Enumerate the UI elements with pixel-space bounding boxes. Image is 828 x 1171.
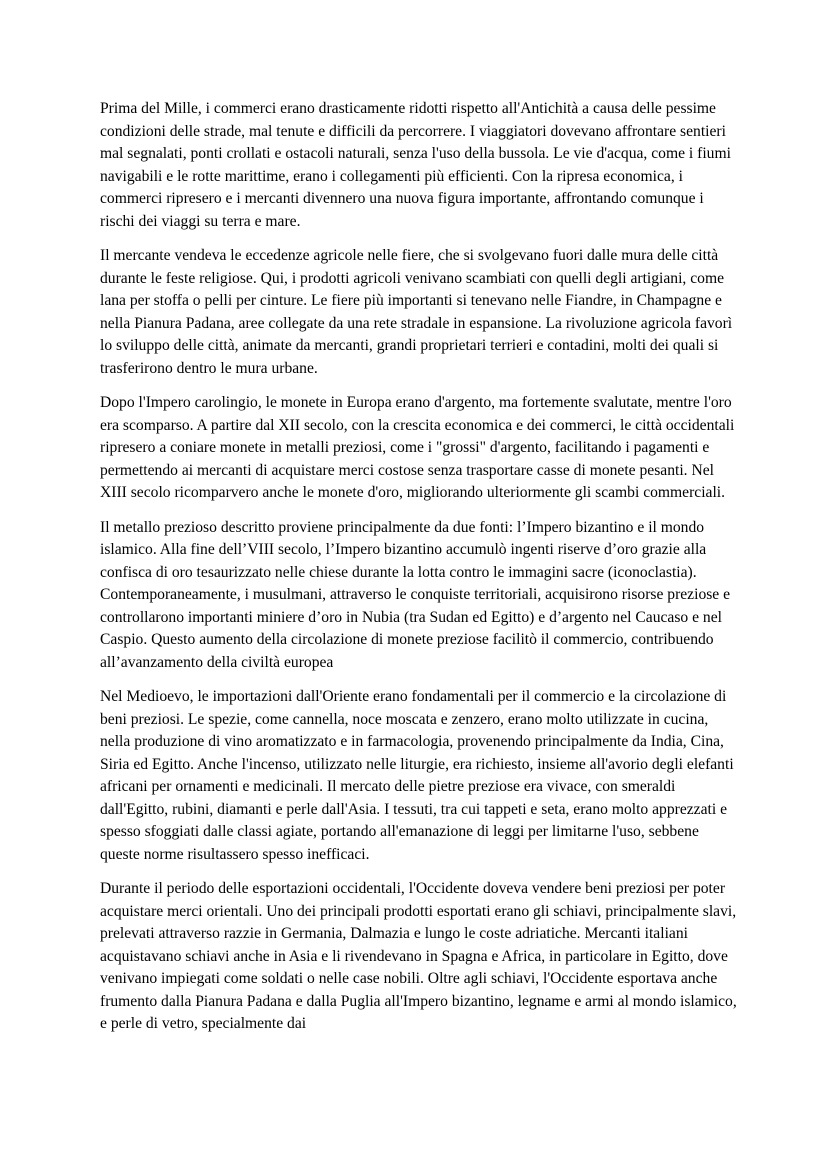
paragraph-esportazioni: Durante il periodo delle esportazioni occidentali, l'Occidente doveva vendere beni preziosi per poter acquistare merci orientali. Uno dei principali prodotti esportati erano gli schiavi, principalmente slavi, prelevati attraverso razzie in Germania, Dalmazia e lungo le coste adriatiche. Mercanti italiani acquistavano schiavi anche in Asia e li rivendevano in Spagna e Africa, in particolare in Egitto, dove venivano impiegati come soldati o nelle case nobili. Oltre agli schiavi, l'Occidente esportava anche frumento dalla Pianura Padana e dalla Puglia all'Impero bizantino, legname e armi al mondo islamico, e perle di vetro, specialmente dai <box>100 880 737 1032</box>
paragraph-metallo-prezioso: Il metallo prezioso descritto proviene principalmente da due fonti: l’Impero bizantino e il mondo islamico. Alla fine dell’VIII secolo, l’Impero bizantino accumulò ingenti riserve d’oro grazie alla confisca di oro tesaurizzato nelle chiese durante la lotta contro le immagini sacre (iconoclastia). Contemporaneamente, i musulmani, attraverso le conquiste territoriali, acquisirono risorse preziose e controllarono importanti miniere d’oro in Nubia (tra Sudan ed Egitto) e d’argento nel Caucaso e nel Caspio. Questo aumento della circolazione di monete preziose facilitò il commercio, contribuendo all’avanzamento della civiltà europea <box>100 518 731 671</box>
paragraph-monete: Dopo l'Impero carolingio, le monete in Europa erano d'argento, ma fortemente svalutate, mentre l'oro era scomparso. A partire dal XII secolo, con la crescita economica e dei commerci, le città occidentali ripresero a coniare monete in metalli preziosi, come i "grossi" d'argento, facilitando i pagamenti e permettendo ai mercanti di acquistare merci costose senza trasportare casse di monete pesanti. Nel XIII secolo ricomparvero anche le monete d'oro, migliorando ulteriormente gli scambi commerciali. <box>100 394 735 501</box>
paragraph-commerci-prima-del-mille: Prima del Mille, i commerci erano drasticamente ridotti rispetto all'Antichità a causa delle pessime condizioni delle strade, mal tenute e difficili da percorrere. I viaggiatori dovevano affrontare sentieri mal segnalati, ponti crollati e ostacoli naturali, senza l'uso della bussola. Le vie d'acqua, come i fiumi navigabili e le rotte marittime, erano i collegamenti più efficienti. Con la ripresa economica, i commerci ripresero e i mercanti divennero una nuova figura importante, affrontando comunque i rischi dei viaggi su terra e mare. <box>100 100 731 230</box>
paragraph-fiere: Il mercante vendeva le eccedenze agricole nelle fiere, che si svolgevano fuori dalle mura delle città durante le feste religiose. Qui, i prodotti agricoli venivano scambiati con quelli degli artigiani, come lana per stoffa o pelli per cinture. Le fiere più importanti si tenevano nelle Fiandre, in Champagne e nella Pianura Padana, aree collegate da una rete stradale in espansione. La rivoluzione agricola favorì lo sviluppo delle città, animate da mercanti, grandi proprietari terrieri e contadini, molti dei quali si trasferirono dentro le mura urbane. <box>100 247 733 377</box>
paragraph-importazioni: Nel Medioevo, le importazioni dall'Oriente erano fondamentali per il commercio e la circolazione di beni preziosi. Le spezie, come cannella, noce moscata e zenzero, erano molto utilizzate in cucina, nella produzione di vino aromatizzato e in farmacologia, provenendo principalmente da India, Cina, Siria ed Egitto. Anche l'incenso, utilizzato nelle liturgie, era richiesto, insieme all'avorio degli elefanti africani per ornamenti e medicinali. Il mercato delle pietre preziose era vivace, con smeraldi dall'Egitto, rubini, diamanti e perle dall'Asia. I tessuti, tra cui tappeti e seta, erano molto apprezzati e spesso sfoggiati dalle classi agiate, portando all'emanazione di leggi per limitarne l'uso, sebbene queste norme risultassero spesso inefficaci. <box>100 688 734 863</box>
document-body <box>100 98 740 1048</box>
